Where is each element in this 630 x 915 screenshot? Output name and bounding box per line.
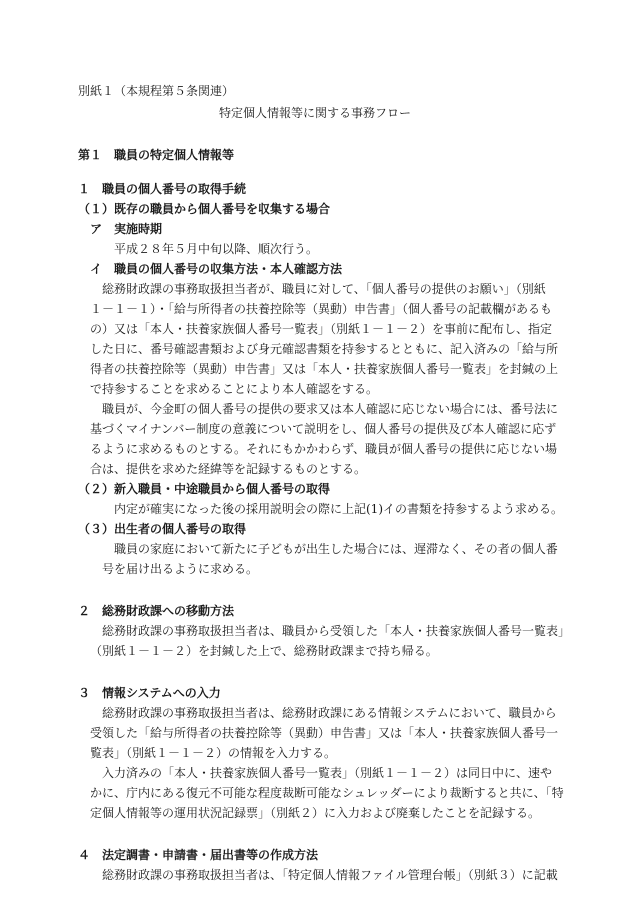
paragraph-line: の）又は「本人・扶養家族個人番号一覧表」（別紙１－１－２）を事前に配布し、指定 — [90, 322, 553, 336]
paragraph-line: 総務財政課の事務取扱担当者が、職員に対して、「個人番号の提供のお願い」（別紙 — [102, 282, 546, 296]
paragraph-line: 合は、提供を求めた経緯等を記録するものとする。 — [90, 462, 367, 476]
item-a-heading: ア 実施時期 — [90, 222, 163, 236]
paragraph-line: 職員の家庭において新たに子どもが出生した場合には、遅滞なく、その者の個人番 — [114, 542, 558, 556]
paragraph-line: 定個人情報等の運用状況記録票」（別紙２）に入力および廃棄したことを記録する。 — [90, 806, 541, 820]
section-2-heading: ２ 総務財政課への移動方法 — [78, 604, 235, 618]
paragraph-line: 職員が、今金町の個人番号の提供の要求又は本人確認に応じない場合には、番号法に — [102, 402, 559, 416]
paragraph-line: 総務財政課の事務取扱担当者は、総務財政課にある情報システムにおいて、職員から — [102, 706, 557, 720]
item-a-text: 平成２８年５月中旬以降、順次行う。 — [114, 242, 319, 256]
attachment-label: 別紙１（本規程第５条関連） — [78, 84, 235, 98]
subsection-3-heading: （３）出生者の個人番号の取得 — [78, 522, 247, 536]
paragraph-line: かに、庁内にある復元不可能な程度裁断可能なシュレッダーにより裁断すると共に、「特 — [90, 786, 564, 800]
paragraph-line: 内定が確実になった後の採用説明会の際に上記(1)イの書類を持参するよう求める。 — [114, 502, 564, 516]
subsection-2-heading: （２）新入職員・中途職員から個人番号の取得 — [78, 482, 331, 496]
subsection-1-heading: （１）既存の職員から個人番号を収集する場合 — [78, 202, 331, 216]
paragraph-line: 号を届け出るように求める。 — [102, 562, 259, 576]
chapter-heading: 第１ 職員の特定個人情報等 — [78, 148, 235, 162]
paragraph-line: 基づくマイナンバー制度の意義について説明をし、個人番号の提供及び本人確認に応ず — [90, 422, 557, 436]
section-1-heading: １ 職員の個人番号の取得手続 — [78, 182, 247, 196]
paragraph-line: 入力済みの「本人・扶養家族個人番号一覧表」（別紙１－１－２）は同日中に、速や — [102, 766, 553, 780]
paragraph-line: 総務財政課の事務取扱担当者は、職員から受領した「本人・扶養家族個人番号一覧表」 — [102, 624, 571, 638]
item-i-heading: イ 職員の個人番号の収集方法・本人確認方法 — [90, 262, 343, 276]
section-4-heading: ４ 法定調書・申請書・届出書等の作成方法 — [78, 848, 319, 862]
paragraph-line: （別紙１－１－２）を封緘した上で、総務財政課まで持ち帰る。 — [90, 644, 438, 658]
paragraph-line: 得者の扶養控除等（異動）申告書」又は「本人・扶養家族個人番号一覧表」を封緘の上 — [90, 362, 559, 376]
paragraph-line: 総務財政課の事務取扱担当者は、「特定個人情報ファイル管理台帳」（別紙３）に記載 — [102, 868, 558, 882]
paragraph-line: るように求めるものとする。それにもかかわらず、職員が個人番号の提供に応じない場 — [90, 442, 558, 456]
section-3-heading: ３ 情報システムへの入力 — [78, 686, 221, 700]
paragraph-line: １－１－１）・「給与所得者の扶養控除等（異動）申告書」（個人番号の記載欄があるも — [90, 302, 553, 316]
paragraph-line: した日に、番号確認書類および身元確認書類を持参するとともに、記入済みの「給与所 — [90, 342, 559, 356]
paragraph-line: 覧表」（別紙１－１－２）の情報を入力する。 — [90, 746, 337, 760]
paragraph-line: で持参することを求めることにより本人確認をする。 — [90, 382, 379, 396]
document-title: 特定個人情報等に関する事務フロー — [218, 106, 411, 120]
paragraph-line: 受領した「給与所得者の扶養控除等（異動）申告書」又は「本人・扶養家族個人番号一 — [90, 726, 559, 740]
